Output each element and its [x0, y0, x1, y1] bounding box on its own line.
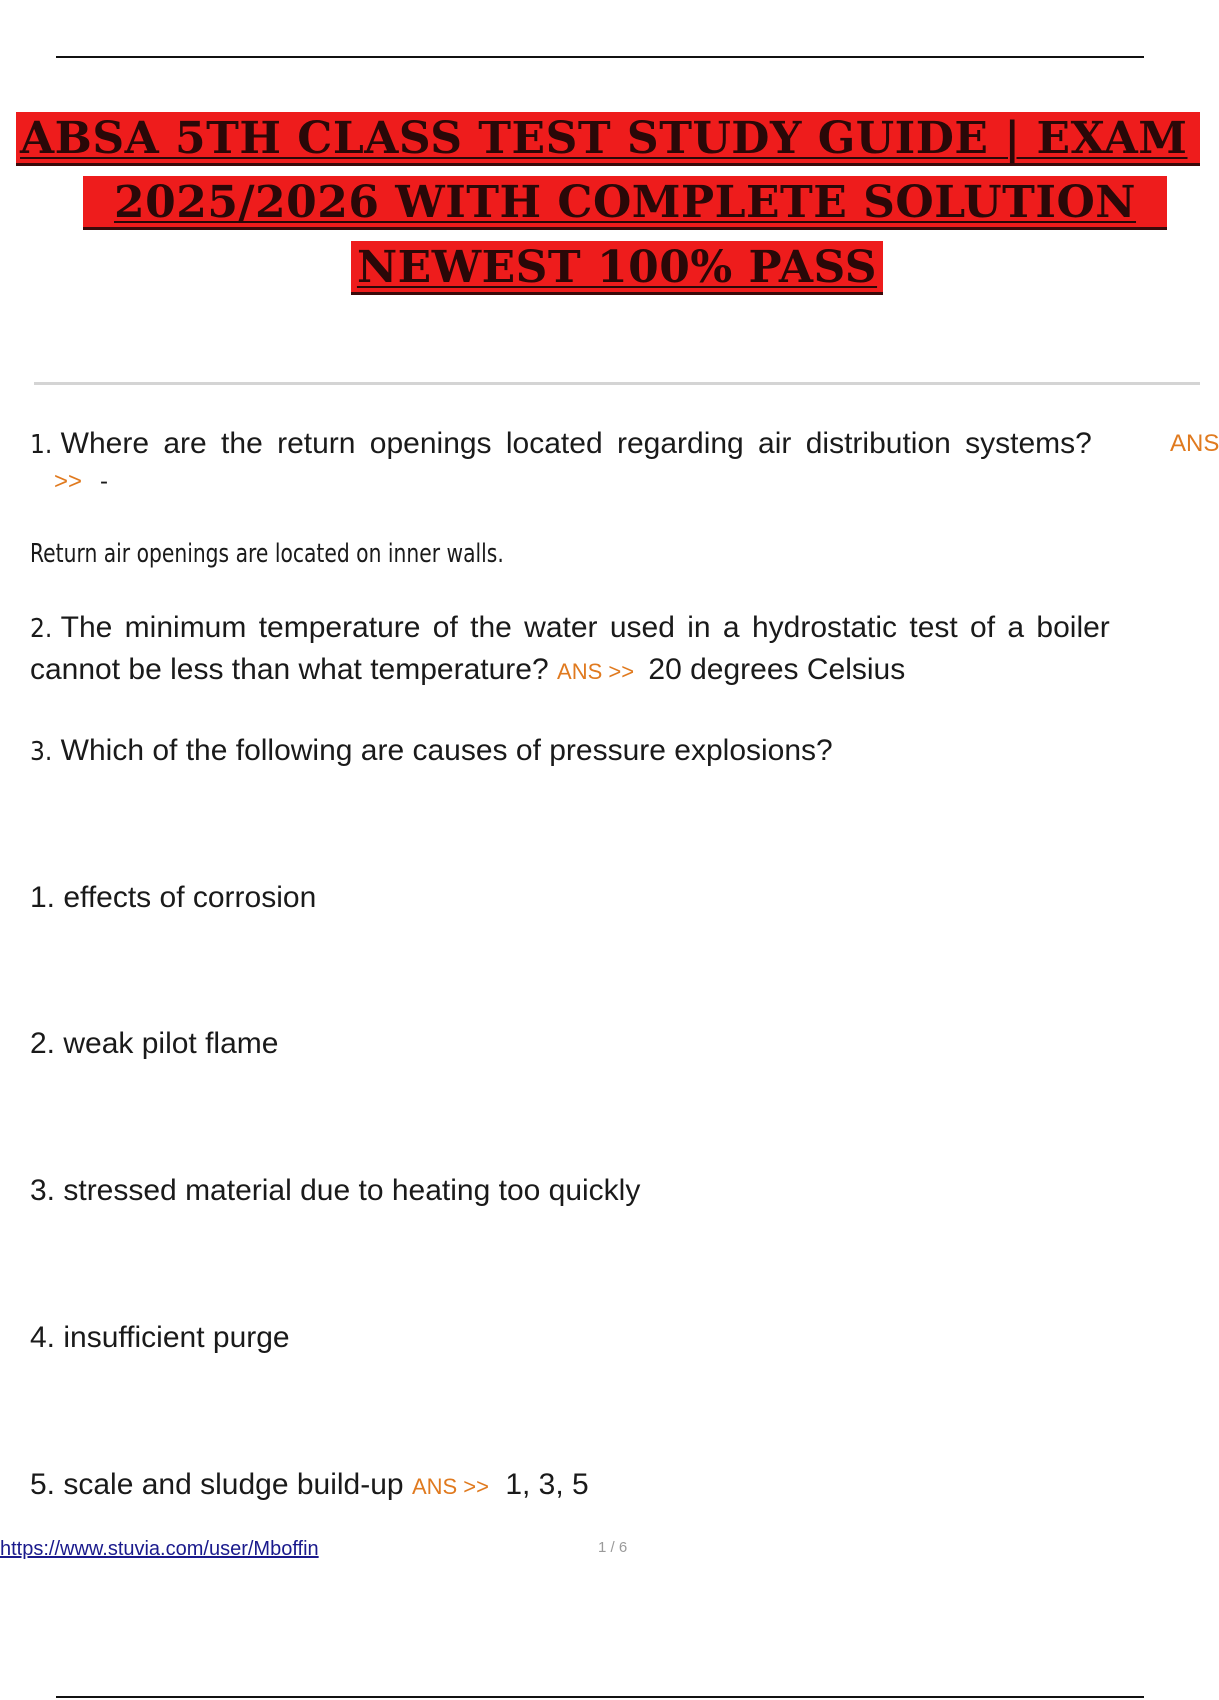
section-divider — [34, 382, 1200, 385]
question-3-ans-marker: ANS >> — [411, 1474, 489, 1499]
question-1-ans-label: ANS — [1170, 430, 1219, 457]
question-3-number: 3. — [30, 737, 53, 767]
question-2-ans-marker: ANS >> — [557, 659, 635, 684]
stuvia-profile-link[interactable]: https://www.stuvia.com/user/Mboffin — [0, 1538, 319, 1560]
option-5-row — [30, 1465, 589, 1507]
option-2: 2. weak pilot flame — [30, 1027, 279, 1060]
question-1-ans-dash: - — [100, 468, 109, 495]
question-2-number: 2. — [30, 614, 53, 644]
question-1-number: 1. — [30, 430, 53, 460]
document-title-line-1: ABSA 5TH CLASS TEST STUDY GUIDE | EXAM — [16, 112, 1200, 166]
bottom-rule — [56, 1696, 1144, 1698]
question-1-answer: Return air openings are located on inner walls. — [30, 539, 504, 569]
question-1-ans-arrows: >> — [54, 468, 83, 495]
top-rule — [56, 56, 1144, 58]
question-2-line-2 — [30, 650, 905, 692]
document-title-line-2: 2025/2026 WITH COMPLETE SOLUTION — [83, 176, 1167, 230]
question-1-ans-continuation — [54, 462, 108, 502]
option-4: 4. insufficient purge — [30, 1321, 290, 1354]
question-2-text-line-1: The minimum temperature of the water used in a hydrostatic test of a boiler — [60, 611, 1110, 644]
question-2-text-line-2: cannot be less than what temperature? — [30, 653, 549, 686]
option-1: 1. effects of corrosion — [30, 881, 317, 914]
question-3 — [30, 731, 833, 772]
option-3: 3. stressed material due to heating too quickly — [30, 1174, 641, 1207]
question-1-text: Where are the return openings located regarding air distribution systems? — [60, 427, 1092, 460]
page-number: 1 / 6 — [598, 1539, 628, 1556]
document-title-line-3: NEWEST 100% PASS — [351, 241, 883, 295]
option-5: 5. scale and sludge build-up — [30, 1468, 404, 1501]
question-3-answer: 1, 3, 5 — [505, 1468, 589, 1501]
question-2 — [30, 608, 1110, 649]
question-1 — [30, 424, 1092, 465]
question-2-answer: 20 degrees Celsius — [648, 653, 906, 686]
question-3-text: Which of the following are causes of pressure explosions? — [60, 734, 833, 767]
